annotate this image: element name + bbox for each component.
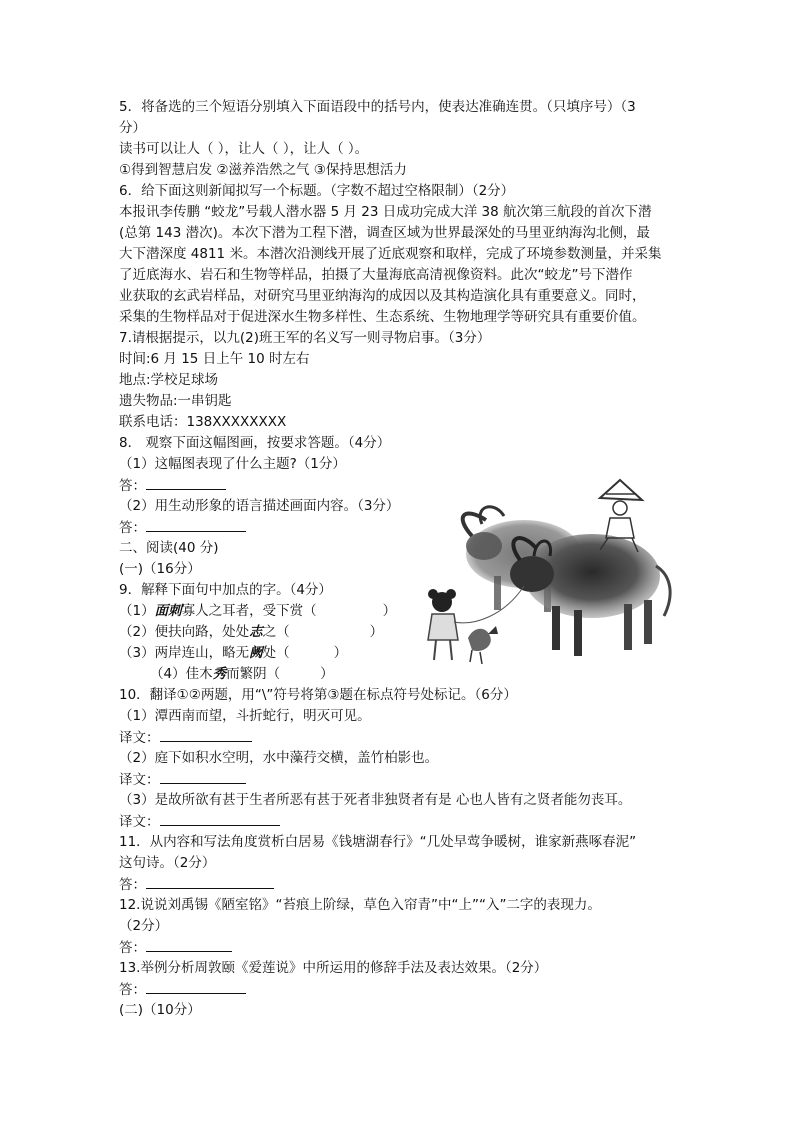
answer-label: 答： (119, 478, 146, 494)
q10-sub1: （1）潭西南而望，斗折蛇行，明灭可见。 (119, 708, 371, 724)
q8-sub1: （1）这幅图表现了什么主题?（1分） (119, 456, 346, 472)
item-text: 处（ (262, 645, 290, 661)
item-number: （1） (119, 603, 155, 619)
dotted-char: 秀 (212, 666, 227, 682)
q7-place: 地点:学校足球场 (119, 372, 219, 388)
q11-prompt-cont: 这句诗。（2分） (119, 855, 216, 871)
q13-answer (119, 979, 246, 1001)
section-reading: 二、阅读(40 分) (119, 540, 219, 556)
q13-prompt: 13.举例分析周敦颐《爱莲说》中所运用的修辞手法及表达效果。（2分） (119, 960, 548, 976)
q10-translation-3 (119, 811, 280, 833)
answer-label: 答： (119, 940, 146, 956)
q10-translation-2 (119, 769, 246, 791)
answer-blank[interactable] (160, 727, 252, 742)
close-paren: ） (333, 645, 348, 661)
answer-label: 答： (119, 982, 146, 998)
item-text: 之（ (262, 624, 290, 640)
part-one: (一)（16分） (119, 561, 201, 577)
q9-item-3 (119, 643, 347, 664)
q7-prompt: 7.请根据提示，以九(2)班王军的名义写一则寻物启事。（3分） (119, 330, 491, 346)
answer-label: 答： (119, 520, 146, 536)
dotted-char: 阙 (249, 645, 263, 661)
q10-prompt: 10．翻译①②两题，用“\”符号将第③题在标点符号处标记。（6分） (119, 687, 517, 703)
q12-answer (119, 937, 232, 959)
answer-blank[interactable] (146, 475, 226, 490)
q5-options: ①得到智慧启发 ②滋养浩然之气 ③保持思想活力 (119, 162, 407, 178)
q10-translation-1 (119, 727, 252, 749)
item-text: （3）两岸连山，略无 (119, 645, 250, 661)
news-line-2: (总第 143 潜次)。本次下潜为工程下潜，调查区域为世界最深处的马里亚纳海沟北侧，最 (119, 225, 650, 241)
part-two: (二)（10分） (119, 1002, 201, 1018)
q11-prompt: 11．从内容和写法角度赏析白居易《钱塘湖春行》“几处早莺争暖树，谁家新燕啄春泥” (119, 834, 637, 850)
ox-herding-ink-painting-icon (424, 476, 679, 676)
q8-answer-1 (119, 475, 226, 497)
answer-blank[interactable] (146, 937, 232, 952)
q8-prompt: 8． 观察下面这幅图画，按要求答题。（4分） (119, 435, 391, 451)
answer-blank[interactable] (146, 979, 246, 994)
q7-phone: 联系电话：138XXXXXXXX (119, 414, 287, 430)
q9-item-1 (119, 601, 396, 622)
q10-sub2: （2）庭下如积水空明，水中藻荇交横，盖竹柏影也。 (119, 750, 439, 766)
q12-prompt-cont: （2分） (119, 918, 169, 934)
close-paren: ） (320, 666, 334, 682)
news-line-6: 采集的生物样品对于促进深水生物多样性、生态系统、生物地理学等研究具有重要价值。 (119, 309, 646, 325)
answer-blank[interactable] (146, 874, 274, 889)
q5-prompt-cont: 分） (119, 120, 146, 136)
q5-sentence: 读书可以让人（ ），让人（ ），让人（ ）。 (119, 141, 369, 157)
news-line-5: 业获取的玄武岩样品，对研究马里亚纳海沟的成因以及其构造演化具有重要意义。同时， (119, 288, 646, 304)
q5-prompt: 5．将备选的三个短语分别填入下面语段中的括号内，使表达准确连贯。（只填序号）（3 (119, 99, 636, 115)
q7-item: 遗失物品:一串钥匙 (119, 393, 232, 409)
answer-label: 答： (119, 877, 146, 893)
dotted-char: 面刺 (154, 603, 182, 619)
translation-label: 译文： (119, 772, 160, 788)
answer-blank[interactable] (160, 769, 246, 784)
translation-label: 译文： (119, 730, 160, 746)
dotted-char: 志 (249, 624, 263, 640)
answer-blank[interactable] (160, 811, 280, 826)
item-text: 寡人之耳者，受下赏（ (181, 603, 317, 619)
news-line-1: 本报讯李传鹏 “蛟龙”号载人潜水器 5 月 23 日成功完成大洋 38 航次第三航段的首次下潜 (119, 204, 652, 220)
q8-answer-2 (119, 517, 246, 539)
q7-time: 时间:6 月 15 日上午 10 时左右 (119, 351, 310, 367)
q10-sub3: （3）是故所欲有甚于生者所恶有甚于死者非独贤者有是 心也人皆有之贤者能勿丧耳。 (119, 792, 632, 808)
q11-answer (119, 874, 274, 896)
q6-prompt: 6．给下面这则新闻拟写一个标题。（字数不超过空格限制）（2分） (119, 183, 515, 199)
item-text: （4）佳木 (150, 666, 213, 682)
news-line-3: 大下潜深度 4811 米。本潜次沿测线开展了近底观察和取样，完成了环境参数测量，并采集 (119, 246, 662, 262)
q9-item-2 (119, 622, 383, 643)
close-paren: ） (382, 603, 397, 619)
news-line-4: 了近底海水、岩石和生物等样品，拍摄了大量海底高清视像资料。此次“蛟龙”号下潜作 (119, 267, 633, 283)
q8-sub2: （2）用生动形象的语言描述画面内容。（3分） (119, 498, 400, 514)
q12-prompt: 12.说说刘禹锡《陋室铭》“苔痕上阶绿，草色入帘青”中“上”“入”二字的表现力。 (119, 897, 601, 913)
translation-label: 译文： (119, 814, 160, 830)
answer-blank[interactable] (146, 517, 246, 532)
item-text: 而繁阴（ (226, 666, 281, 682)
q9-item-4 (150, 664, 334, 685)
close-paren: ） (369, 624, 384, 640)
item-text: （2）便扶向路，处处 (119, 624, 250, 640)
q9-prompt: 9．解释下面句中加点的字。（4分） (119, 582, 332, 598)
